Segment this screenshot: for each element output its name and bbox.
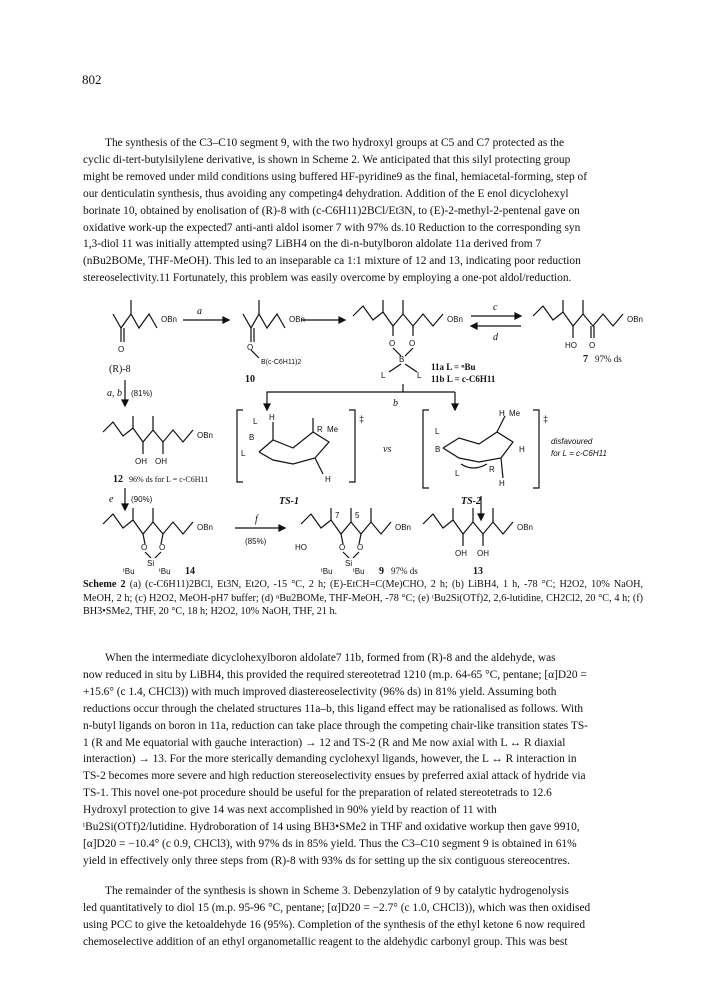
atom-obn-12: OBn: [197, 431, 214, 440]
atom-obn-7: OBn: [627, 315, 643, 324]
atom-tbu-14b: ᵗBu: [159, 567, 171, 576]
label-vs: vs: [383, 444, 392, 455]
compound-12-structure: [103, 416, 193, 454]
atom-bchex-10: B(c-C6H11)2: [261, 359, 302, 366]
atom-o-14a: O: [141, 543, 148, 552]
label-7: 7: [583, 354, 588, 365]
atom-obn-11: OBn: [447, 315, 464, 324]
para2-line-10: ᵗBu2Si(OTf)2/lutidine. Hydroboration of 14 using BH3•SMe2 in THF and oxidative workup then gave 9910,: [83, 821, 580, 834]
arrow-b: [267, 384, 403, 404]
ts1-b: B: [249, 433, 255, 442]
para2-line-5: 1 (R and Me equatorial with gauche interaction) → 12 and TS-2 (R and Me now axial with L ↔ R diaxial: [83, 736, 566, 749]
para2-line-12: yield in effectively only three steps from (R)-8 with 93% ds for setting up the six contiguous stereocentres.: [83, 854, 570, 867]
scheme-2-figure: [83, 292, 643, 577]
para1-line-2: might be removed under mild conditions using buffered HF-pyridine9 as the final, hemiacetal-forming, step of: [83, 170, 588, 183]
atom-l-11b: L: [417, 371, 422, 380]
compound-11-structure: [353, 300, 443, 372]
compound-13-structure: [423, 508, 513, 546]
arrow-ab-yield: (81%): [131, 389, 153, 398]
page-number: 802: [82, 72, 102, 87]
paragraph-3: [83, 883, 641, 951]
para2-line-7: TS-2 becomes more severe and high reduction stereoselectivity ensues by preferred axial attack of hydride via: [83, 770, 586, 783]
ts2-r: R: [489, 465, 495, 474]
ts1-l-top: L: [253, 417, 258, 426]
ts1-l-left: L: [241, 449, 246, 458]
arrow-b-label: b: [393, 398, 398, 409]
label-13: 13: [473, 566, 483, 577]
para1-line-0: The synthesis of the C3–C10 segment 9, with the two hydroxyl groups at C5 and C7 protected as the: [105, 137, 565, 149]
ts2-h-top: H: [499, 409, 505, 418]
label-12: 12: [113, 474, 123, 485]
arrow-e-label: e: [109, 494, 114, 505]
para2-line-6: interaction) → 13. For the more sterically demanding cyclohexyl ligands, however, the L ↔ R interaction in: [83, 753, 577, 766]
para1-line-3: our denticulatin synthesis, thus avoiding any competing4 dehydration. Addition of the E enol dicyclohexyl: [83, 187, 569, 200]
atom-obn-13: OBn: [517, 523, 534, 532]
atom-oh-12a: OH: [135, 457, 147, 466]
para1-line-8: stereoselectivity.11 Fortunately, this problem was easily overcome by employing a one-pot aldol/reduction.: [83, 272, 572, 285]
atom-b-11: B: [399, 355, 405, 364]
atom-l-11a: L: [381, 371, 386, 380]
ts1-h-bottom: H: [325, 475, 331, 484]
atom-oh-12b: OH: [155, 457, 167, 466]
label-8: (R)-8: [109, 364, 131, 375]
atom-o-8: O: [118, 345, 125, 354]
label-9: 9: [379, 566, 384, 577]
atom-o-7: O: [589, 341, 596, 350]
arrow-a-label: a: [197, 306, 202, 317]
arrow-f-yield: (85%): [245, 537, 267, 546]
label-disfavoured-for: for L = c-C6H11: [551, 449, 607, 458]
ts2-l-bottom: L: [455, 469, 460, 478]
paragraph-1: [83, 135, 641, 287]
ts1-r: R: [317, 425, 323, 434]
arrow-ab-label: a, b: [107, 388, 122, 399]
para2-line-11: [α]D20 = −10.4° (c 0.9, CHCl3), with 97% ds in 85% yield. Thus the C3–C10 segment 9 is obtained in 61%: [83, 837, 577, 850]
label-ts1: TS-1: [279, 496, 299, 507]
compound-7-structure: [533, 300, 623, 338]
atom-o-11a: O: [389, 339, 396, 348]
compound-8-structure: [113, 300, 157, 342]
label-9-ds: 97% ds: [391, 566, 418, 576]
para2-line-9: Hydroxyl protection to give 14 was next accomplished in 90% yield by reaction of 11 with: [83, 804, 497, 817]
arrow-e-yield: (90%): [131, 495, 153, 504]
atom-obn-14: OBn: [197, 523, 214, 532]
para2-line-3: reductions occur through the chelated structures 11a–b, this ligand effect may be rationalised as follows. With: [83, 702, 584, 715]
para1-line-4: borinate 10, obtained by enolisation of (R)-8 with (c-C6H11)2BCl/Et3N, to (E)-2-methyl-2-pentenal gave on: [83, 204, 580, 217]
atom-o-14b: O: [159, 543, 166, 552]
arrow-c-label: c: [493, 302, 498, 313]
label-11a: 11a L = ⁿBu: [431, 362, 476, 372]
atom-oh-13a: OH: [455, 549, 467, 558]
atom-o-9a: O: [339, 543, 346, 552]
label-14: 14: [185, 566, 195, 577]
label-disfavoured: disfavoured: [551, 437, 593, 446]
arrow-f-label: f: [255, 514, 258, 525]
para2-line-4: n-butyl ligands on boron in 11a, reduction can take place through the competing chair-like transition states TS-: [83, 719, 588, 732]
para1-line-1: cyclic di-tert-butylsilylene derivative, is shown in Scheme 2. We anticipated that this silyl protecting group: [83, 153, 571, 166]
paragraph-2: [83, 650, 641, 870]
ts2-me: Me: [509, 409, 521, 418]
para2-line-2: +15.6° (c 1.4, CHCl3)) with much improved diastereoselectivity (96% ds) in 81% yield. Assuming both: [83, 685, 557, 698]
atom-n5-9: 5: [355, 511, 360, 520]
scheme-caption: [83, 578, 643, 619]
label-11b: 11b L = c-C6H11: [431, 374, 496, 384]
arrow-d-label: d: [493, 332, 498, 343]
ts1-me: Me: [327, 425, 339, 434]
para1-line-5: oxidative work-up the expected7 anti-anti aldol isomer 7 with 97% ds.10 Reduction to the corresponding syn: [83, 221, 581, 234]
para2-line-0: When the intermediate dicyclohexylboron aldolate7 11b, formed from (R)-8 and the aldehyde, was: [105, 652, 556, 664]
para1-line-6: 1,3-diol 11 was initially attempted using7 LiBH4 on the di-n-butylboron aldolate 11a derived from 7: [83, 238, 542, 251]
compound-9-structure: [301, 508, 391, 558]
para3-line-2: using PCC to give the ketoaldehyde 16 (95%). Completion of the synthesis of the ethyl ketone 6 now required: [83, 918, 586, 931]
caption-title: Scheme 2: [83, 579, 126, 590]
atom-oh-13b: OH: [477, 549, 489, 558]
label-12-ds: 96% ds for L = c-C6H11: [129, 475, 209, 484]
atom-tbu-9a: ᵗBu: [321, 567, 333, 576]
atom-o-10: O: [247, 343, 254, 352]
ts2-b: B: [435, 445, 441, 454]
para1-line-7: (nBu2BOMe, THF-MeOH). This led to an inseparable ca 1:1 mixture of 12 and 13, indicating poor reduction: [83, 255, 581, 268]
label-ts2: TS-2: [461, 496, 481, 507]
atom-o-9b: O: [357, 543, 364, 552]
ts1-dagger: ‡: [359, 414, 365, 424]
atom-si-9: Si: [345, 559, 353, 568]
atom-n7-9: 7: [335, 511, 340, 520]
para2-line-8: TS-1. This novel one-pot procedure should be useful for the preparation of related stereotetrads to 12.6: [83, 787, 552, 800]
ts2-l-top: L: [435, 427, 440, 436]
ts2-h-right: H: [519, 445, 525, 454]
ts2-dagger: ‡: [543, 414, 549, 424]
atom-o-11b: O: [409, 339, 416, 348]
atom-obn-9: OBn: [395, 523, 412, 532]
atom-tbu-14a: ᵗBu: [123, 567, 135, 576]
atom-ho-9: HO: [295, 543, 307, 552]
para2-line-1: now reduced in situ by LiBH4, this provided the required stereotetrad 1210 (m.p. 64-65 °C, pentane; [α]D20 =: [83, 668, 587, 681]
caption-text: (a) (c-C6H11)2BCl, Et3N, Et2O, -15 °C, 2 h; (E)-EtCH=C(Me)CHO, 2 h; (b) LiBH4, 1 h, -78 °C; H2O2, 10% NaOH, MeOH, 2 h; (c) H2O2, MeOH-pH7 buffer; (d) ⁿBu2BOMe, THF-MeOH, -78 °C; (e) ᵗBu2Si(OTf)2, 2,6-lutidine, CH2Cl2, 20 °C, 4 h; (f) BH3•SMe2, THF, 20 °C, 18 h; H2O2, 10% NaOH, THF, 21 h.: [83, 579, 644, 617]
compound-14-structure: [103, 508, 193, 558]
label-10: 10: [245, 374, 255, 385]
atom-ho-7: HO: [565, 341, 577, 350]
atom-si-14: Si: [147, 559, 155, 568]
atom-tbu-9b: ᵗBu: [353, 567, 365, 576]
para3-line-1: led quantitatively to diol 15 (m.p. 95-96 °C, pentane; [α]D20 = −2.7° (c 1.0, CHCl3)), which was then oxidised: [83, 901, 591, 914]
para3-line-3: chemoselective addition of an ethyl organometallic reagent to the aldehydic carbonyl group. This was best: [83, 935, 568, 948]
atom-obn-8: OBn: [161, 315, 178, 324]
label-7-ds: 97% ds: [595, 354, 622, 364]
para3-line-0: The remainder of the synthesis is shown in Scheme 3. Debenzylation of 9 by catalytic hydrogenolysis: [105, 885, 569, 897]
ts2-h-bottom: H: [499, 479, 505, 488]
ts1-h-top: H: [269, 413, 275, 422]
atom-obn-10: OBn: [289, 315, 306, 324]
